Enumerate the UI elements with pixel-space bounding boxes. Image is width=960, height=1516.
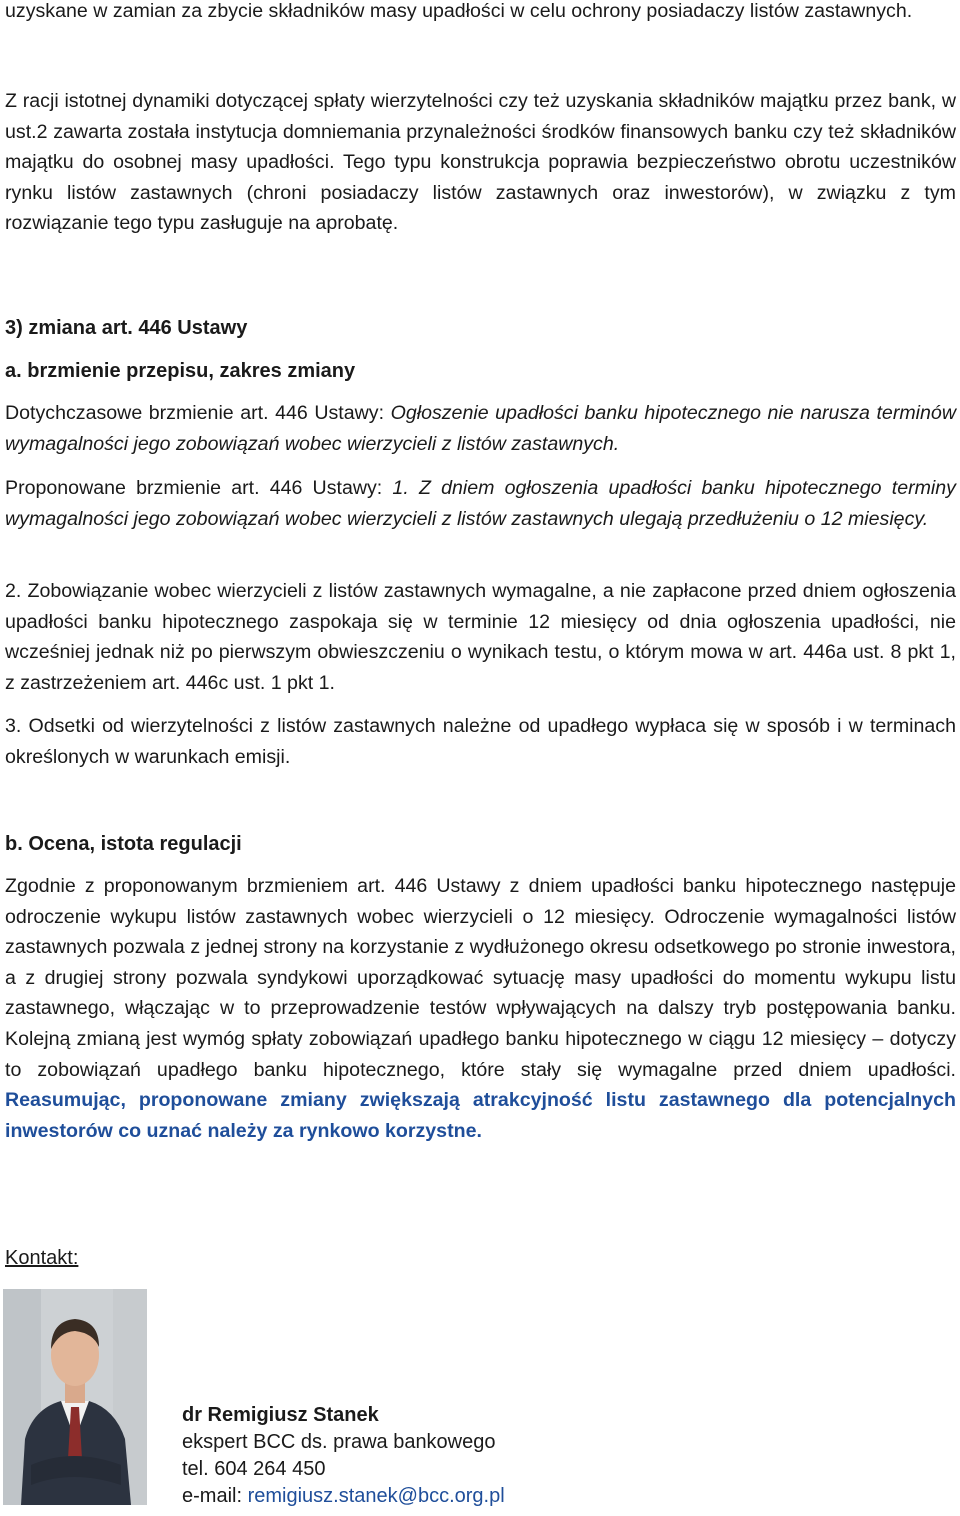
assessment-text: Zgodnie z proponowanym brzmieniem art. 446 Ustawy z dniem upadłości banku hipotecznego następuje odroczenie wykupu listów zastawnych wobec wierzycieli o 12 miesięcy. Odroczenie wymagalności listów zastawnych pozwala z jednej strony na korzystanie z wydłużonego okresu odsetkowego po stronie inwestora, a z drugiej strony pozwala syndykowi uporządkować sytuację masy upadłości do momentu wykupu listu zastawnego, włączając w to przeprowadzenie testów wpływających na dalszy tryb postępowania banku. Kolejną zmianą jest wymóg spłaty zobowiązań upadłego banku hipotecznego w ciągu 12 miesięcy – dotyczy to zobowiązań upadłego banku hipotecznego, które stały się wymagalne przed dniem upadłości.: [5, 875, 956, 1081]
proposed-wording-paragraph: [5, 473, 956, 534]
author-photo: [3, 1289, 147, 1505]
proposed-point-3: 3. Odsetki od wierzytelności z listów zastawnych należne od upadłego wypłaca się w sposób i w terminach określonych w warunkach emisji.: [5, 715, 956, 768]
subsection-b-title: b. Ocena, istota regulacji: [5, 833, 242, 855]
contact-name: dr Remigiusz Stanek: [182, 1404, 379, 1426]
contact-details: [182, 1402, 505, 1510]
contact-role: ekspert BCC ds. prawa bankowego: [182, 1431, 496, 1453]
assessment-paragraph: [5, 871, 956, 1146]
proposed-point-1: 1. Z dniem ogłoszenia upadłości banku hipotecznego terminy wymagalności jego zobowiązań wobec wierzycieli z listów zastawnych ulegają przedłużeniu o 12 miesięcy.: [5, 477, 956, 530]
contact-phone: tel. 604 264 450: [182, 1458, 326, 1480]
proposed-point-2: 2. Zobowiązanie wobec wierzycieli z listów zastawnych wymagalne, a nie zapłacone przed dniem ogłoszenia upadłości banku hipotecznego zaspokaja się w terminie 12 miesięcy od dnia ogłoszenia upadłości, nie wcześniej jednak niż po pierwszym obwieszczeniu o wynikach testu, o którym mowa w art. 446a ust. 8 pkt 1, z zastrzeżeniem art. 446c ust. 1 pkt 1.: [5, 580, 956, 694]
current-wording-paragraph: [5, 398, 956, 459]
section-3-title: 3) zmiana art. 446 Ustawy: [5, 317, 248, 339]
current-wording-text: Ogłoszenie upadłości banku hipotecznego nie narusza terminów wymagalności jego zobowiązań wobec wierzycieli z listów zastawnych.: [5, 402, 956, 455]
conclusion-text: Reasumując, proponowane zmiany zwiększają atrakcyjność listu zastawnego dla potencjalnych inwestorów co uznać należy za rynkowo korzystne.: [5, 1089, 956, 1142]
contact-label: Kontakt:: [5, 1247, 79, 1269]
contact-email-link[interactable]: remigiusz.stanek@bcc.org.pl: [247, 1485, 505, 1507]
paragraph-top: uzyskane w zamian za zbycie składników masy upadłości w celu ochrony posiadaczy listów zastawnych.: [5, 0, 913, 22]
contact-email-line: [182, 1483, 505, 1510]
proposed-wording-label: Proponowane brzmienie art. 446 Ustawy:: [5, 477, 393, 499]
current-wording-label: Dotychczasowe brzmienie art. 446 Ustawy:: [5, 402, 391, 424]
portrait-image: [3, 1289, 147, 1505]
contact-email-label: e-mail:: [182, 1485, 248, 1507]
subsection-a-title: a. brzmienie przepisu, zakres zmiany: [5, 360, 356, 382]
paragraph-dynamics: Z racji istotnej dynamiki dotyczącej spłaty wierzytelności czy też uzyskania składników majątku przez bank, w ust.2 zawarta została instytucja domniemania przynależności środków finansowych banku czy też składników majątku do osobnej masy upadłości. Tego typu konstrukcja poprawia bezpieczeństwo obrotu uczestników rynku listów zastawnych (chroni posiadaczy listów zastawnych oraz inwestorów), w związku z tym rozwiązanie tego typu zasługuje na aprobatę.: [5, 90, 956, 235]
